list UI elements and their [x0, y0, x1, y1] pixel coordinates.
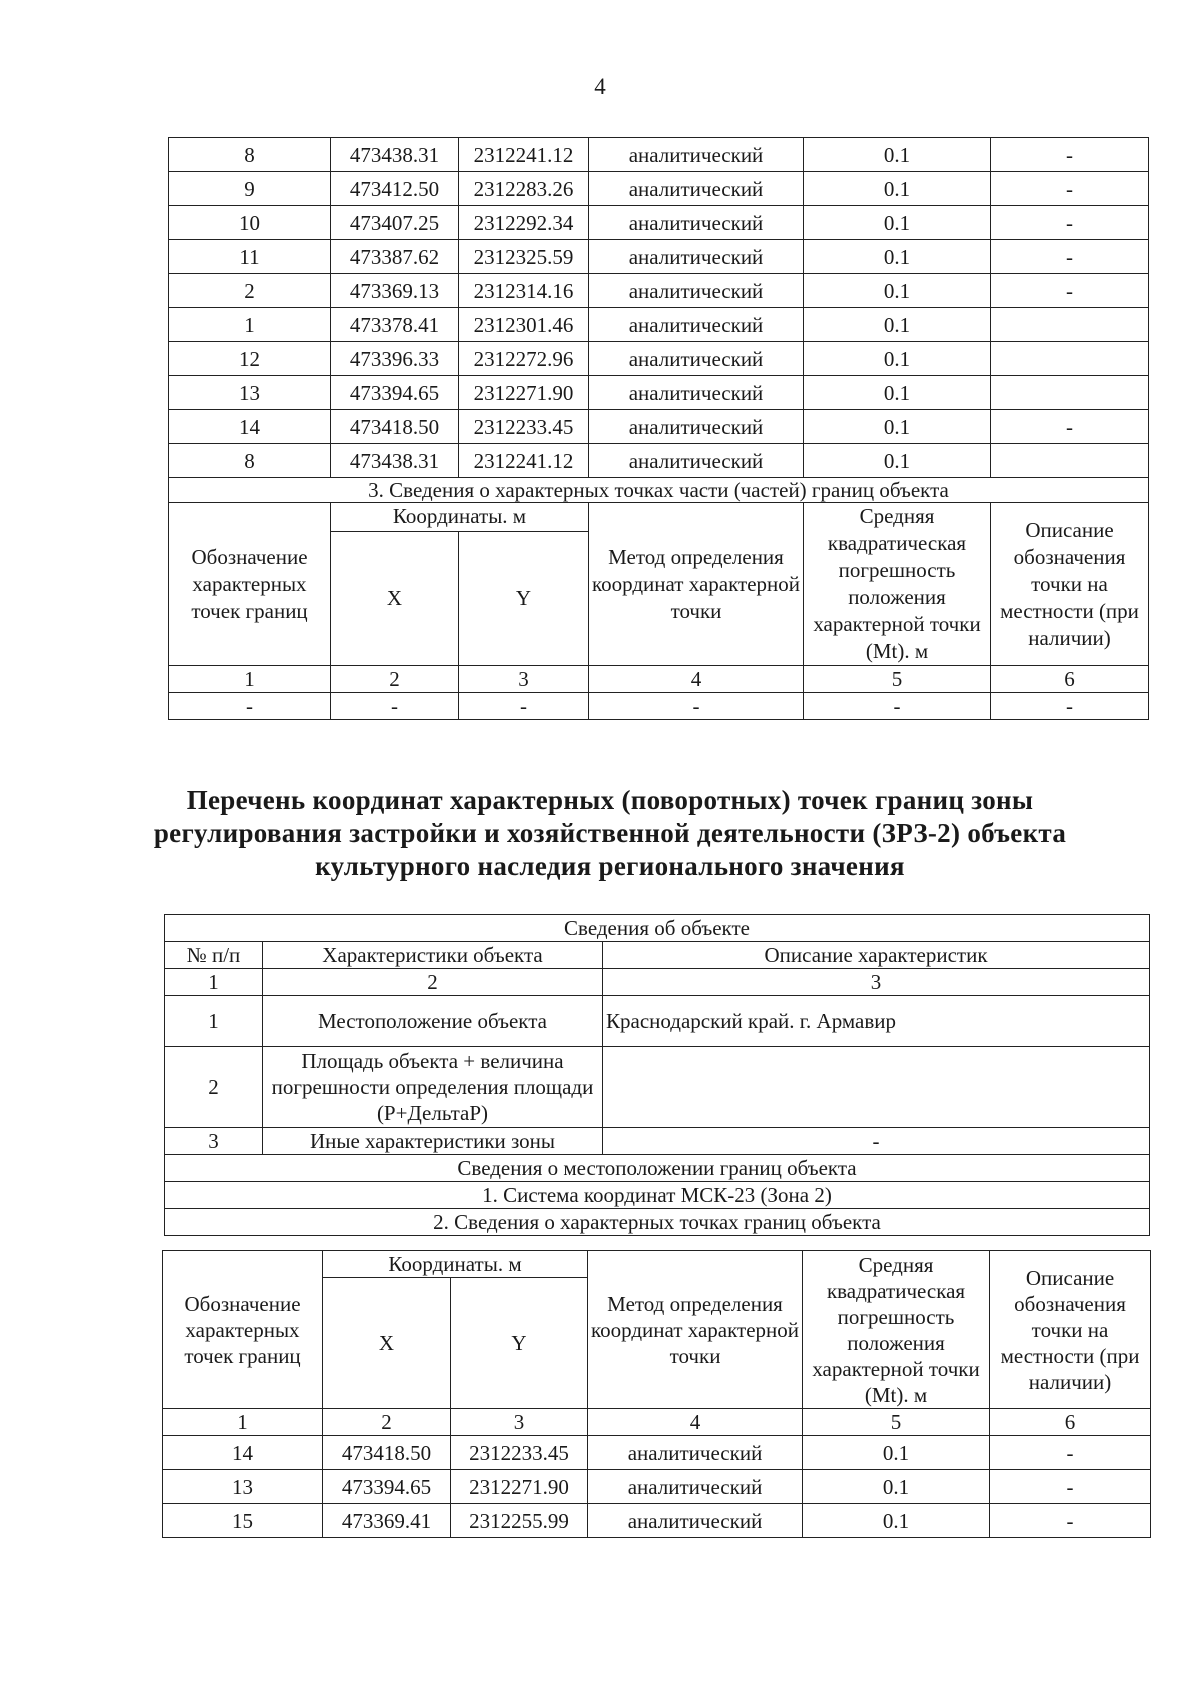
coord-y: 2312271.90: [459, 376, 589, 410]
empty-cell: -: [169, 693, 331, 720]
mt-cell: 0.1: [804, 206, 991, 240]
mt-cell: 0.1: [804, 240, 991, 274]
col-number: 5: [804, 666, 991, 693]
coord-x: 473438.31: [331, 444, 459, 478]
characteristic-value: [603, 1047, 1150, 1128]
col-number: 2: [323, 1409, 451, 1436]
coord-x: 473418.50: [323, 1436, 451, 1470]
point-number: 14: [169, 410, 331, 444]
header-characteristics: Характеристики объекта: [263, 942, 603, 969]
coord-x: 473394.65: [331, 376, 459, 410]
col-number: 1: [169, 666, 331, 693]
coord-y: 2312314.16: [459, 274, 589, 308]
coord-x: 473369.13: [331, 274, 459, 308]
coord-y: 2312325.59: [459, 240, 589, 274]
characteristic-name: Иные характеристики зоны: [263, 1128, 603, 1155]
points-rows: [163, 1436, 1151, 1538]
coord-x: 473369.41: [323, 1504, 451, 1538]
mt-cell: 0.1: [804, 138, 991, 172]
table-row: [169, 274, 1149, 308]
header-designation: Обозначение характерных точек границ: [163, 1251, 323, 1409]
header-coordinates: Координаты. м: [331, 503, 589, 532]
table-row: [163, 1470, 1151, 1504]
row-number: 2: [165, 1047, 263, 1128]
coord-x: 473418.50: [331, 410, 459, 444]
part-points-section: [169, 478, 1149, 720]
header-x: X: [323, 1278, 451, 1409]
section-2-title: 2. Сведения о характерных точках границ объекта: [165, 1209, 1150, 1236]
mt-cell: 0.1: [804, 172, 991, 206]
empty-cell: -: [589, 693, 804, 720]
section-3-title: 3. Сведения о характерных точках части (частей) границ объекта: [169, 478, 1149, 503]
header-number: № п/п: [165, 942, 263, 969]
coord-x: 473387.62: [331, 240, 459, 274]
section-title: Перечень координат характерных (поворотных) точек границ зоны регулирования застройки и хозяйственной деятельности (ЗРЗ-2) объекта культурного наследия регионального значения: [153, 785, 1067, 881]
characteristic-name: Площадь объекта + величина погрешности определения площади (P+ДельтаP): [263, 1047, 603, 1128]
col-number: 3: [451, 1409, 588, 1436]
col-number: 2: [263, 969, 603, 996]
method-cell: аналитический: [589, 444, 804, 478]
table-row: [169, 410, 1149, 444]
method-cell: аналитический: [589, 376, 804, 410]
header-method: Метод определения координат характерной точки: [589, 503, 804, 666]
coordinate-system: 1. Система координат МСК-23 (Зона 2): [165, 1182, 1150, 1209]
col-number: 6: [990, 1409, 1151, 1436]
table-row: [169, 172, 1149, 206]
header-description: Описание обозначения точки на местности (при наличии): [991, 503, 1149, 666]
coord-y: 2312241.12: [459, 138, 589, 172]
mt-cell: 0.1: [804, 274, 991, 308]
point-number: 8: [169, 444, 331, 478]
point-number: 2: [169, 274, 331, 308]
col-number: 5: [803, 1409, 990, 1436]
mt-cell: 0.1: [803, 1470, 990, 1504]
coord-x: 473412.50: [331, 172, 459, 206]
header-mt: Средняя квадратическая погрешность положения характерной точки (Mt). м: [803, 1251, 990, 1409]
method-cell: аналитический: [589, 138, 804, 172]
coord-x: 473407.25: [331, 206, 459, 240]
point-number: 12: [169, 342, 331, 376]
table-row: [169, 376, 1149, 410]
empty-cell: -: [331, 693, 459, 720]
location-header: Сведения о местоположении границ объекта: [165, 1155, 1150, 1182]
point-number: 1: [169, 308, 331, 342]
description-cell: [991, 308, 1149, 342]
method-cell: аналитический: [589, 308, 804, 342]
method-cell: аналитический: [588, 1504, 803, 1538]
table-row: [169, 308, 1149, 342]
col-number: 3: [603, 969, 1150, 996]
characteristic-value: -: [603, 1128, 1150, 1155]
mt-cell: 0.1: [804, 410, 991, 444]
mt-cell: 0.1: [804, 342, 991, 376]
page-number: 4: [594, 74, 606, 99]
header-mt: Средняя квадратическая погрешность положения характерной точки (Mt). м: [804, 503, 991, 666]
boundary-points-table-continued: [168, 137, 1149, 720]
description-cell: -: [990, 1504, 1151, 1538]
table-row: [163, 1436, 1151, 1470]
method-cell: аналитический: [588, 1436, 803, 1470]
coord-x: 473438.31: [331, 138, 459, 172]
row-number: 1: [165, 996, 263, 1047]
method-cell: аналитический: [588, 1470, 803, 1504]
description-cell: [991, 376, 1149, 410]
col-number: 4: [588, 1409, 803, 1436]
table-row: [163, 1504, 1151, 1538]
method-cell: аналитический: [589, 274, 804, 308]
header-designation: Обозначение характерных точек границ: [169, 503, 331, 666]
method-cell: аналитический: [589, 240, 804, 274]
description-cell: -: [991, 240, 1149, 274]
point-number: 8: [169, 138, 331, 172]
header-coordinates: Координаты. м: [323, 1251, 588, 1278]
mt-cell: 0.1: [804, 308, 991, 342]
table-row: [169, 206, 1149, 240]
method-cell: аналитический: [589, 172, 804, 206]
points-rows: [169, 138, 1149, 478]
table-row: [169, 444, 1149, 478]
empty-cell: -: [459, 693, 589, 720]
points-header: [163, 1251, 1151, 1436]
coord-y: 2312233.45: [459, 410, 589, 444]
description-cell: -: [991, 172, 1149, 206]
description-cell: [991, 444, 1149, 478]
object-info-table: [164, 914, 1150, 1236]
mt-cell: 0.1: [803, 1436, 990, 1470]
table-row: [169, 342, 1149, 376]
coord-y: 2312255.99: [451, 1504, 588, 1538]
boundary-points-table: [162, 1250, 1151, 1538]
description-cell: -: [990, 1436, 1151, 1470]
col-number: 1: [165, 969, 263, 996]
description-cell: -: [991, 206, 1149, 240]
header-method: Метод определения координат характерной точки: [588, 1251, 803, 1409]
method-cell: аналитический: [589, 342, 804, 376]
method-cell: аналитический: [589, 206, 804, 240]
coord-x: 473378.41: [331, 308, 459, 342]
coord-y: 2312271.90: [451, 1470, 588, 1504]
coord-y: 2312272.96: [459, 342, 589, 376]
row-number: 3: [165, 1128, 263, 1155]
object-info-header: Сведения об объекте: [165, 915, 1150, 942]
col-number: 6: [991, 666, 1149, 693]
col-number: 4: [589, 666, 804, 693]
point-number: 11: [169, 240, 331, 274]
col-number: 1: [163, 1409, 323, 1436]
description-cell: -: [991, 410, 1149, 444]
empty-cell: -: [991, 693, 1149, 720]
coord-y: 2312283.26: [459, 172, 589, 206]
mt-cell: 0.1: [804, 444, 991, 478]
table-row: [169, 138, 1149, 172]
col-number: 2: [331, 666, 459, 693]
header-y: Y: [451, 1278, 588, 1409]
header-description: Описание характеристик: [603, 942, 1150, 969]
coord-y: 2312233.45: [451, 1436, 588, 1470]
description-cell: -: [991, 138, 1149, 172]
table-row: [169, 240, 1149, 274]
mt-cell: 0.1: [803, 1504, 990, 1538]
header-description: Описание обозначения точки на местности (при наличии): [990, 1251, 1151, 1409]
point-number: 10: [169, 206, 331, 240]
description-cell: -: [991, 274, 1149, 308]
coord-y: 2312241.12: [459, 444, 589, 478]
coord-x: 473394.65: [323, 1470, 451, 1504]
point-number: 13: [169, 376, 331, 410]
method-cell: аналитический: [589, 410, 804, 444]
header-x: X: [331, 531, 459, 665]
coord-x: 473396.33: [331, 342, 459, 376]
point-number: 9: [169, 172, 331, 206]
point-number: 14: [163, 1436, 323, 1470]
point-number: 15: [163, 1504, 323, 1538]
col-number: 3: [459, 666, 589, 693]
coord-y: 2312292.34: [459, 206, 589, 240]
characteristic-name: Местоположение объекта: [263, 996, 603, 1047]
description-cell: -: [990, 1470, 1151, 1504]
characteristic-value: Краснодарский край. г. Армавир: [603, 996, 1150, 1047]
point-number: 13: [163, 1470, 323, 1504]
description-cell: [991, 342, 1149, 376]
header-y: Y: [459, 531, 589, 665]
empty-cell: -: [804, 693, 991, 720]
coord-y: 2312301.46: [459, 308, 589, 342]
mt-cell: 0.1: [804, 376, 991, 410]
